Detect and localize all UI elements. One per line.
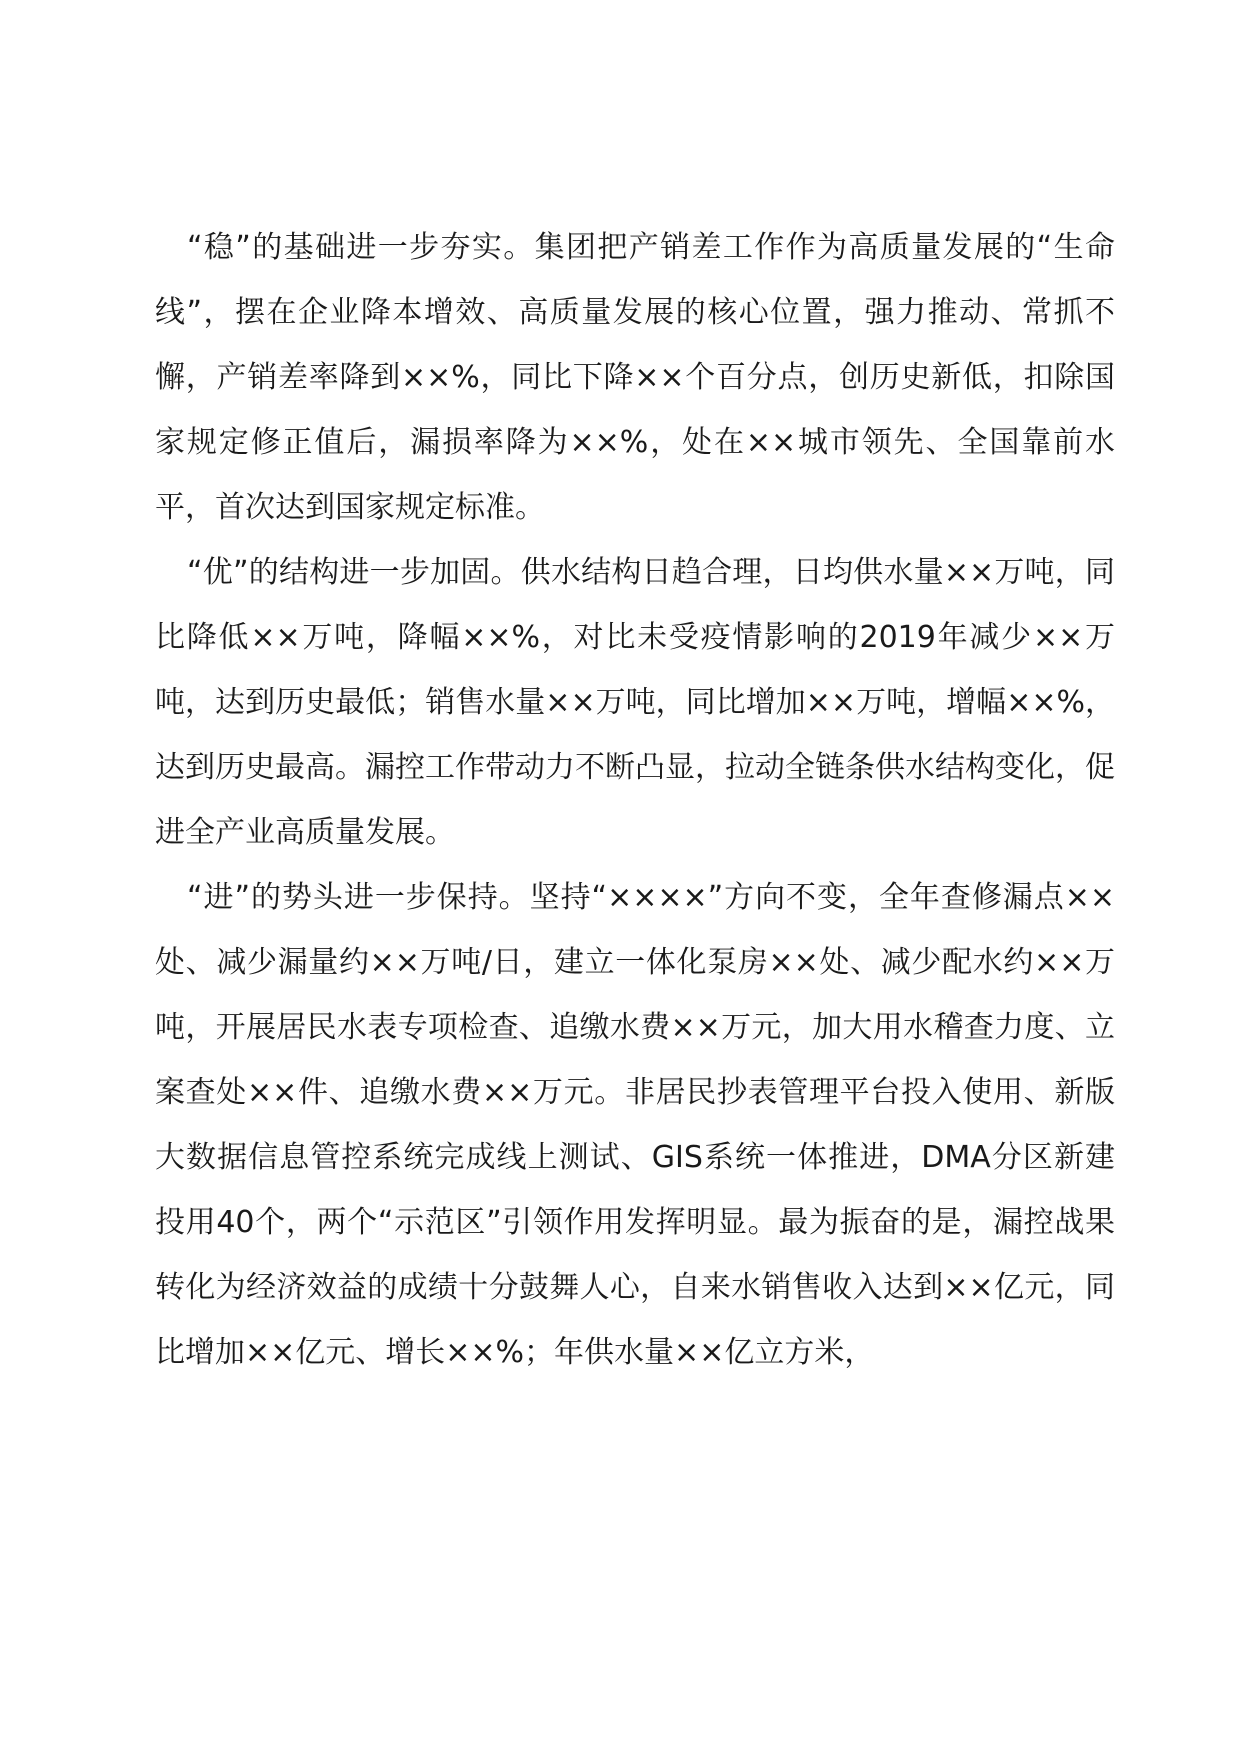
- paragraph-progress: “进”的势头进一步保持。坚持“××××”方向不变，全年查修漏点××处、减少漏量约××万吨/日，建立一体化泵房××处、减少配水约××万吨，开展居民水表专项检查、追缴水费××万元，加大用水稽查力度、立案查处××件、追缴水费××万元。非居民抄表管理平台投入使用、新版大数据信息管控系统完成线上测试、GIS系统一体推进，DMA分区新建投用40个，两个“示范区”引领作用发挥明显。最为振奋的是，漏控战果转化为经济效益的成绩十分鼓舞人心，自来水销售收入达到××亿元，同比增加××亿元、增长××%；年供水量××亿立方米，: [155, 880, 1115, 1370]
- document-body: [155, 215, 1115, 1385]
- paragraph-stability: “稳”的基础进一步夯实。集团把产销差工作作为高质量发展的“生命线”，摆在企业降本增效、高质量发展的核心位置，强力推动、常抓不懈，产销差率降到××%，同比下降××个百分点，创历史新低，扣除国家规定修正值后，漏损率降为××%，处在××城市领先、全国靠前水平，首次达到国家规定标准。: [155, 230, 1115, 525]
- paragraph-structure: “优”的结构进一步加固。供水结构日趋合理，日均供水量××万吨，同比降低××万吨，降幅××%，对比未受疫情影响的2019年减少××万吨，达到历史最低；销售水量××万吨，同比增加××万吨，增幅××%，达到历史最高。漏控工作带动力不断凸显，拉动全链条供水结构变化，促进全产业高质量发展。: [155, 555, 1115, 850]
